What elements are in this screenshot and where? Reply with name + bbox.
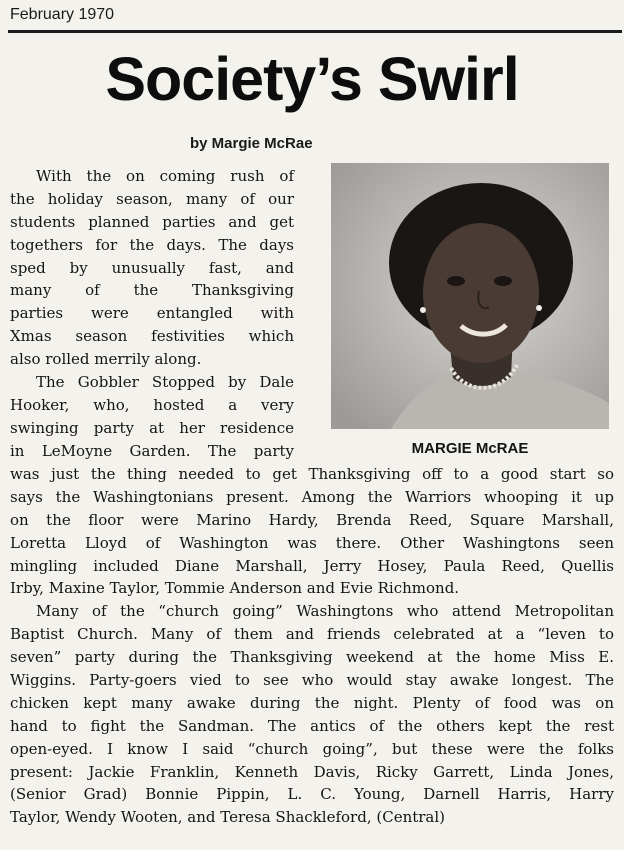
- issue-date: February 1970: [10, 6, 115, 23]
- text-line: swinging party at her residence: [10, 418, 294, 437]
- text-line: parties were entangled with: [10, 304, 294, 323]
- text-line: on the floor were Marino Hardy, Brenda Reed, Square Marshall,: [10, 510, 614, 529]
- photo-caption: MARGIE McRAE: [411, 440, 529, 457]
- headline: Society’s Swirl: [105, 45, 519, 113]
- text-line: sped by unusually fast, and: [10, 258, 294, 277]
- text-line: Hooker, who, hosted a very: [10, 395, 294, 414]
- text-line: Taylor, Wendy Wooten, and Teresa Shackleford, (Central): [10, 808, 446, 827]
- text-line: was just the thing needed to get Thanksgiving off to a good start so: [10, 465, 614, 483]
- text-line: many of the Thanksgiving: [10, 281, 294, 300]
- text-line: says the Washingtonians present. Among the Warriors whooping it up: [10, 487, 614, 506]
- text-line: With the on coming rush of: [36, 167, 294, 185]
- text-line: Wiggins. Party-goers vied to see who would stay awake longest. The: [10, 671, 614, 690]
- text-line: Baptist Church. Many of them and friends celebrated at a “leven to: [10, 625, 614, 644]
- portrait-illustration: [331, 163, 609, 429]
- byline: by Margie McRae: [190, 135, 313, 152]
- text-line: also rolled merrily along.: [10, 350, 202, 369]
- text-line: Xmas season festivities which: [10, 327, 294, 346]
- text-line: the holiday season, many of our: [10, 189, 294, 208]
- text-line: chicken kept many awake during the night. Plenty of food was on: [10, 693, 614, 712]
- text-line: hand to fight the Sandman. The antics of the others kept the rest: [10, 716, 614, 735]
- text-line: togethers for the days. The days: [10, 235, 294, 254]
- text-line: open-eyed. I know I said “church going”, but these were the folks: [10, 739, 614, 758]
- text-line: Irby, Maxine Taylor, Tommie Anderson and Evie Richmond.: [10, 579, 460, 598]
- text-line: Many of the “church going” Washingtons who attend Metropolitan: [36, 602, 614, 621]
- header-rule: [8, 30, 622, 33]
- text-line: (Senior Grad) Bonnie Pippin, L. C. Young, Darnell Harris, Harry: [10, 785, 614, 804]
- text-line: The Gobbler Stopped by Dale: [36, 373, 294, 392]
- text-line: mingling included Diane Marshall, Jerry Hosey, Paula Reed, Quellis: [10, 556, 614, 575]
- text-line: Loretta Lloyd of Washington was there. Other Washingtons seen: [10, 533, 614, 552]
- text-line: in LeMoyne Garden. The party: [10, 441, 294, 460]
- portrait-photo: [331, 163, 609, 429]
- article-column-text: [10, 165, 294, 463]
- text-line: students planned parties and get: [10, 212, 294, 231]
- article-body-text: [10, 463, 614, 829]
- text-line: seven” party during the Thanksgiving weekend at the home Miss E.: [10, 648, 614, 667]
- text-line: present: Jackie Franklin, Kenneth Davis, Ricky Garrett, Linda Jones,: [10, 762, 614, 781]
